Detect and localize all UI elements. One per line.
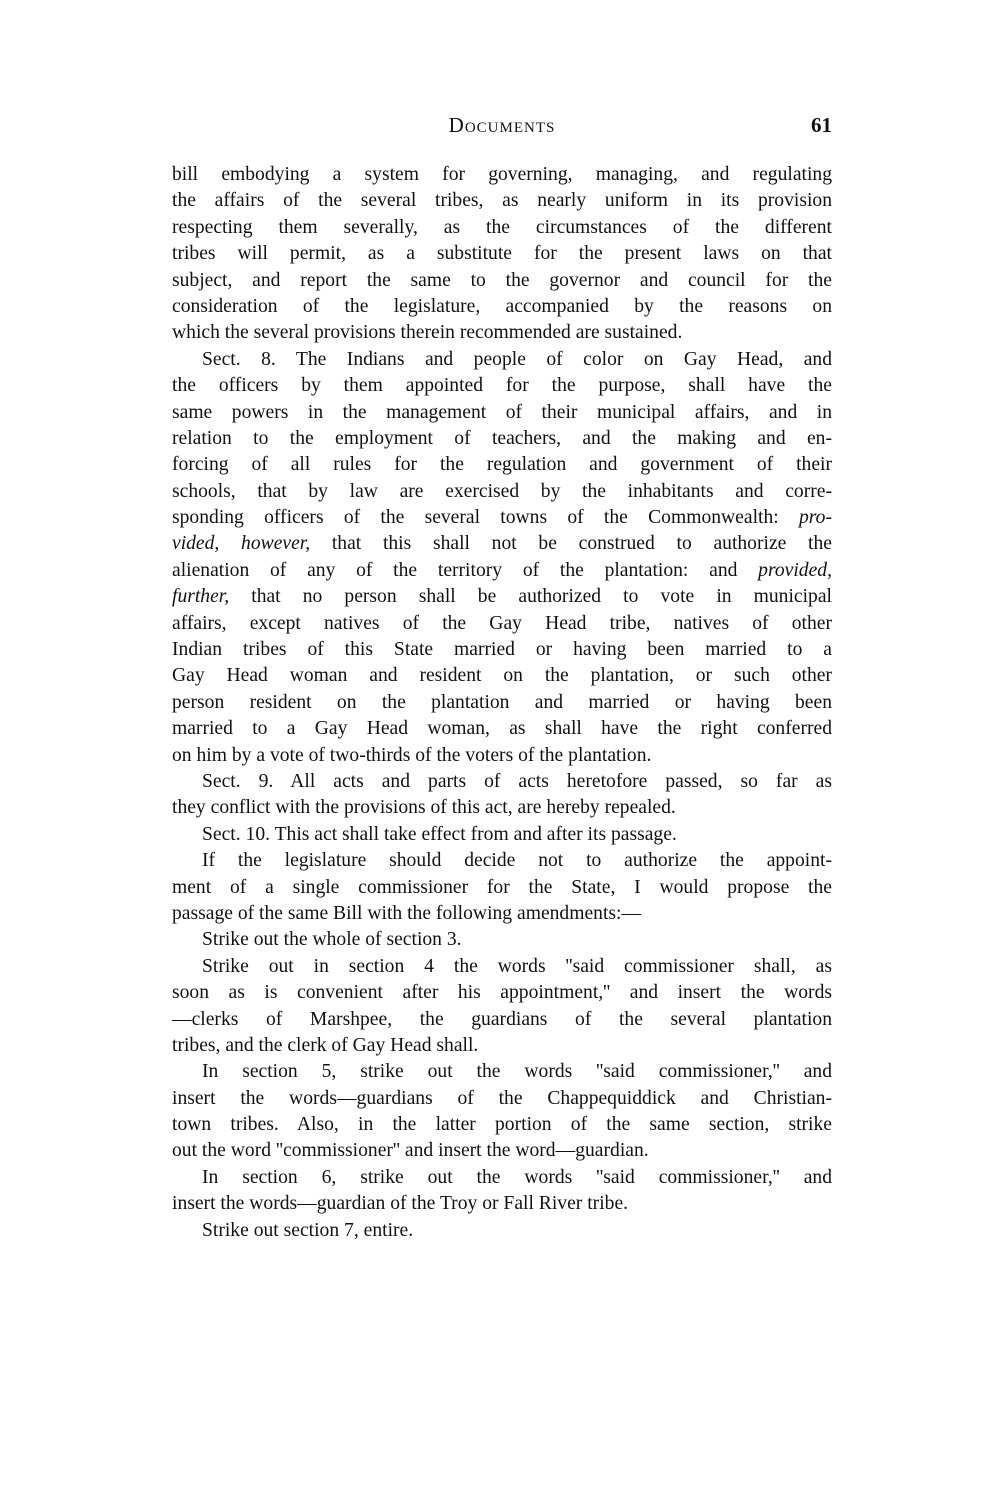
page-number: 61	[811, 113, 832, 137]
text-line: person resident on the plantation and married or having been	[172, 691, 832, 713]
text-line: consideration of the legislature, accompanied by the reasons on	[172, 295, 832, 317]
text-line	[172, 505, 832, 531]
italic-text: further,	[172, 586, 230, 608]
text-line: respecting them severally, as the circumstances of the different	[172, 216, 832, 238]
text-line: the officers by them appointed for the purpose, shall have the	[172, 375, 832, 397]
text-line: insert the words—guardians of the Chappequiddick and Christian-	[172, 1087, 832, 1109]
text-line: bill embodying a system for governing, managing, and regulating	[172, 164, 832, 185]
text-segment: alienation of any of the territory of the plantation: and	[172, 559, 738, 581]
text-line: relation to the employment of teachers, and the making and en-	[172, 427, 832, 449]
text-line: In section 5, strike out the words ''said commissioner,'' and	[202, 1061, 832, 1083]
text-line	[172, 584, 832, 610]
text-line: Strike out section 7, entire.	[202, 1219, 414, 1241]
text-line: ment of a single commissioner for the State, I would propose the	[172, 876, 832, 898]
running-head	[172, 113, 832, 143]
text-line: out the word ''commissioner'' and insert the word—guardian.	[172, 1140, 649, 1162]
text-line: Gay Head woman and resident on the plantation, or such other	[172, 665, 832, 687]
text-line: town tribes. Also, in the latter portion of the same section, strike	[172, 1114, 832, 1136]
text-line: insert the words—guardian of the Troy or Fall River tribe.	[172, 1193, 629, 1215]
text-line: affairs, except natives of the Gay Head tribe, natives of other	[172, 612, 832, 634]
italic-text: vided, however,	[172, 533, 311, 555]
text-line: on him by a vote of two-thirds of the voters of the plantation.	[172, 744, 652, 766]
text-line	[172, 531, 832, 557]
text-line: —clerks of Marshpee, the guardians of the several plantation	[172, 1008, 832, 1030]
text-line: Indian tribes of this State married or having been married to a	[172, 639, 832, 661]
text-line: tribes, and the clerk of Gay Head shall.	[172, 1034, 479, 1056]
text-line	[172, 558, 832, 584]
italic-text: pro-	[798, 507, 832, 529]
text-line: they conflict with the provisions of this act, are hereby repealed.	[172, 797, 676, 819]
running-title: Documents	[448, 113, 556, 137]
text-line: Sect. 9. All acts and parts of acts heretofore passed, so far as	[202, 770, 832, 792]
text-line: married to a Gay Head woman, as shall have the right conferred	[172, 718, 832, 740]
text-line: the affairs of the several tribes, as nearly uniform in its provision	[172, 190, 832, 212]
text-line: same powers in the management of their municipal affairs, and in	[172, 401, 832, 423]
text-body	[172, 162, 832, 1244]
text-line: Strike out in section 4 the words ''said commissioner shall, as	[202, 955, 832, 977]
text-line: Sect. 10. This act shall take effect from and after its passage.	[202, 823, 677, 845]
text-line: tribes will permit, as a substitute for the present laws on that	[172, 243, 832, 265]
text-line: which the several provisions therein recommended are sustained.	[172, 322, 683, 344]
italic-text: provided,	[758, 559, 832, 581]
text-line: In section 6, strike out the words ''said commissioner,'' and	[202, 1166, 832, 1188]
text-line: If the legislature should decide not to authorize the appoint-	[202, 850, 832, 872]
text-line: schools, that by law are exercised by the inhabitants and corre-	[172, 480, 832, 502]
text-line: passage of the same Bill with the following amendments:—	[172, 902, 642, 924]
text-line: soon as is convenient after his appointment,'' and insert the words	[172, 982, 832, 1004]
text-segment: sponding officers of the several towns of the Commonwealth:	[172, 507, 779, 529]
text-line: Strike out the whole of section 3.	[202, 929, 462, 951]
text-line: forcing of all rules for the regulation and government of their	[172, 454, 832, 476]
text-segment: that this shall not be construed to authorize the	[331, 533, 832, 555]
text-line: Sect. 8. The Indians and people of color on Gay Head, and	[202, 348, 832, 370]
text-segment: that no person shall be authorized to vote in municipal	[251, 586, 832, 608]
text-line: subject, and report the same to the governor and council for the	[172, 269, 832, 291]
